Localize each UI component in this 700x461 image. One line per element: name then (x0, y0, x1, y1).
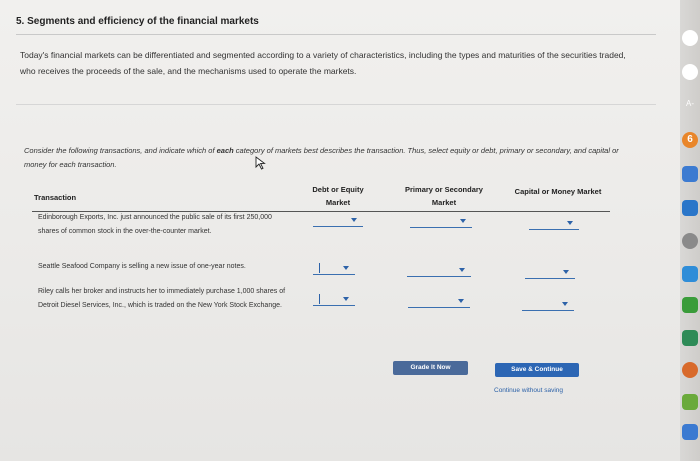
continue-without-saving-link[interactable]: Continue without saving (494, 387, 564, 394)
chevron-down-icon (562, 302, 568, 306)
capital-money-dropdown-2[interactable] (525, 266, 575, 279)
cloud-icon[interactable] (682, 266, 698, 282)
chevron-down-icon (563, 270, 569, 274)
instruction-text-1: Consider the following transactions, and indicate which of (24, 146, 217, 155)
pencil-icon[interactable] (682, 200, 698, 216)
up-arrow-icon[interactable] (682, 30, 698, 46)
font-size-decrease-icon[interactable]: A- (686, 99, 694, 108)
broadcast-icon[interactable] (682, 233, 698, 249)
instruction-text-2: category of markets best describes the transaction. Thus, select equity or debt, primary or secondary, and capital or money for each transaction. (24, 146, 619, 169)
chevron-down-icon (458, 299, 464, 303)
debt-equity-dropdown-2[interactable] (313, 262, 355, 275)
chevron-down-icon (460, 219, 466, 223)
header-debt-equity: Debt or Equity Market (312, 185, 364, 207)
book-icon[interactable] (682, 424, 698, 440)
chevron-down-icon (343, 297, 349, 301)
section-divider (16, 104, 656, 105)
debt-equity-dropdown-1[interactable] (313, 214, 363, 227)
gradebook-icon[interactable] (682, 297, 698, 313)
document-icon[interactable] (682, 166, 698, 182)
instruction-emphasis: each (216, 146, 234, 155)
chart-icon[interactable] (682, 394, 698, 410)
question-intro: Today's financial markets can be differentiated and segmented according to a variety of characteristics, including the types and maturities of the securities traded, who receives the proceeds of the sale, and the mechanisms used to operate the markets. (20, 50, 626, 76)
capital-money-dropdown-3[interactable] (522, 298, 574, 311)
chevron-down-icon (343, 266, 349, 270)
chevron-down-icon (351, 218, 357, 222)
transaction-text-2: Seattle Seafood Company is selling a new issue of one-year notes. (38, 263, 246, 270)
question-title: 5. Segments and efficiency of the financial markets (16, 16, 259, 27)
chevron-down-icon (567, 221, 573, 225)
header-transaction: Transaction (34, 193, 77, 202)
video-icon[interactable] (682, 362, 698, 378)
text-caret-icon (319, 294, 320, 304)
title-divider (16, 34, 656, 35)
transaction-text-3: Riley calls her broker and instructs her to immediately purchase 1,000 shares of Detroit Diesel Services, Inc., which is traded on the New York Stock Exchange. (38, 288, 286, 309)
transaction-text-1: Edinborough Exports, Inc. just announced the public sale of its first 250,000 shares of common stock in the over-the-counter market. (38, 214, 272, 235)
circle-button-icon[interactable] (682, 64, 698, 80)
mouse-cursor-icon (255, 156, 267, 170)
debt-equity-dropdown-3[interactable] (313, 293, 355, 306)
grade-it-now-button[interactable]: Grade It Now (393, 361, 468, 375)
chevron-down-icon (459, 268, 465, 272)
text-caret-icon (319, 263, 320, 273)
header-primary-secondary: Primary or Secondary Market (405, 185, 483, 207)
primary-secondary-dropdown-3[interactable] (408, 295, 470, 308)
primary-secondary-dropdown-1[interactable] (410, 215, 472, 228)
calculator-icon[interactable] (682, 330, 698, 346)
header-capital-money: Capital or Money Market (514, 187, 602, 196)
primary-secondary-dropdown-2[interactable] (407, 264, 471, 277)
save-and-continue-button[interactable]: Save & Continue (495, 363, 579, 377)
question-instruction (24, 144, 624, 172)
capital-money-dropdown-1[interactable] (529, 217, 579, 230)
notification-badge-icon[interactable]: 6 (682, 132, 698, 148)
